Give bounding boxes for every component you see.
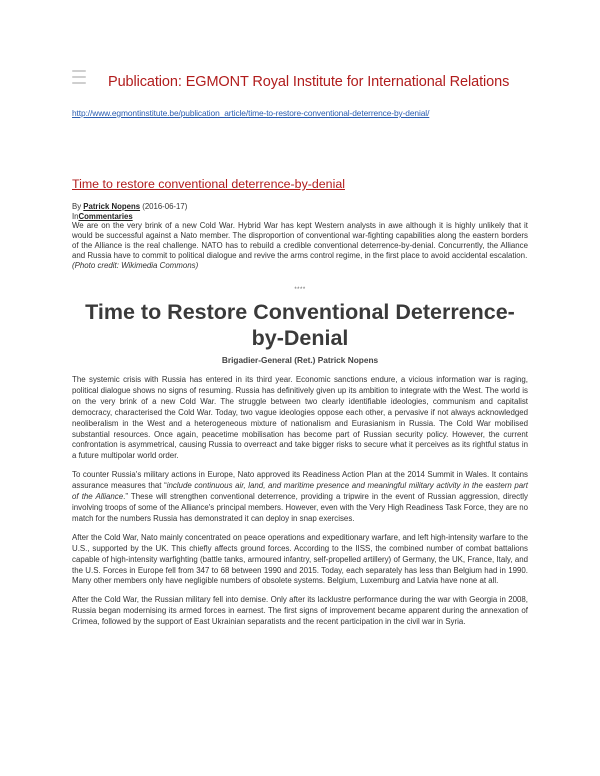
paragraph-3: After the Cold War, Nato mainly concentrated on peace operations and expeditionary warfare, and left high-intensity warfare to the U.S., supported by the UK. This chiefly affects ground forces. According to the IISS, the combined number of combat battalions capable of high-intensity warfighting (battle tanks, armoured infantry, self-propelled artillery) of Germany, the UK, France, Italy, and the U.S. Forces in Europe fell from 347 to 68 between 1990 and 2015. Today, each separately has less than Belgium had in 1990. Many other members only have negligible numbers of obsolete systems. Belgium, Luxemburg and Latvia have none at all. [72,532,528,586]
category-link[interactable]: Commentaries [78,212,133,221]
category-line [72,212,133,221]
publication-url-link[interactable]: http://www.egmontinstitute.be/publication_article/time-to-restore-conventional-deterrence-by-denial/ [72,108,430,118]
menu-icon[interactable] [72,70,86,84]
byline [72,202,187,211]
summary-text: We are on the very brink of a new Cold War. Hybrid War has kept Western analysts in awe although it is highly unlikely that it would be successful against a Nato member. The disproportion of conventional war-fighting capabilities along the eastern borders of the Alliance is the real challenge. NATO has to rebuild a credible conventional deterrence-by-denial. Concurrently, the Alliance and Russia have to commit to political dialogue and revive the arms control regime, in the first place to avoid accidental escalation. [72,221,528,261]
document-body [72,375,528,636]
photo-credit: (Photo credit: Wikimedia Commons) [72,261,199,271]
in-prefix: In [72,212,79,221]
paragraph-4: After the Cold War, the Russian military fell into demise. Only after its lacklustre performance during the war with Georgia in 2008, Russia began modernising its armed forces in earnest. The first signs of improvement became apparent during the annexation of Crimea, followed by the support of East Ukrainian separatists and the recent participation in the civil war in Syria. [72,595,528,627]
publish-date: (2016-06-17) [142,202,188,211]
publication-header [72,74,509,90]
document-title: Time to Restore Conventional Deterrence-by-Denial [85,300,515,350]
author-link[interactable]: Patrick Nopens [83,202,141,211]
by-prefix: By [72,202,82,211]
paragraph-2-end: .” These will strengthen conventional deterrence, providing a tripwire in the event of Russian aggression, directly involving troops of some of the Alliance's principal members. However, even with the Very High Readiness Task Force, they are no match for the numbers Russia has demonstrated it can deploy in snap exercises. [72,492,528,523]
paragraph-2 [72,470,528,525]
paragraph-1: The systemic crisis with Russia has entered in its third year. Economic sanctions endure, a vicious information war is raging, political dialogue shows no signs of resuming. Russia has definitively given up its ambition to integrate with the West. The world is on the very brink of a new Cold War. The struggle between two clearly identifiable ideologies, communism and capitalist democracy, characterised the Cold War. Today, two vague ideologies oppose each other, a pervasive if not always acknowledged neoliberalism in the West and a heterogeneous mixture of nationalism and Eurasianism in Russia. The Cold War mobilised substantial resources. Once again, peacetime mobilisation has become part of Russian security policy. However, the current confrontation is asymmetrical, causing Russia to overreact and take bigger risks to secure what it perceives as its rightful status in a future multipolar world order. [72,375,528,461]
paragraph-2-quote: include continuous air, land, and maritime presence and meaningful military activity in the eastern part of the Alliance [72,481,528,502]
article-summary [72,221,528,271]
section-separator: **** [294,287,306,293]
paragraph-2-start: To counter Russia's military actions in Europe, Nato approved its Readiness Action Plan at the 2014 Summit in Wales. It contains assurance measures that “ [72,470,528,491]
document-author: Brigadier-General (Ret.) Patrick Nopens [221,355,379,365]
publication-title: Publication: EGMONT Royal Institute for International Relations [108,74,510,90]
article-title-link[interactable]: Time to restore conventional deterrence-by-denial [72,177,345,191]
